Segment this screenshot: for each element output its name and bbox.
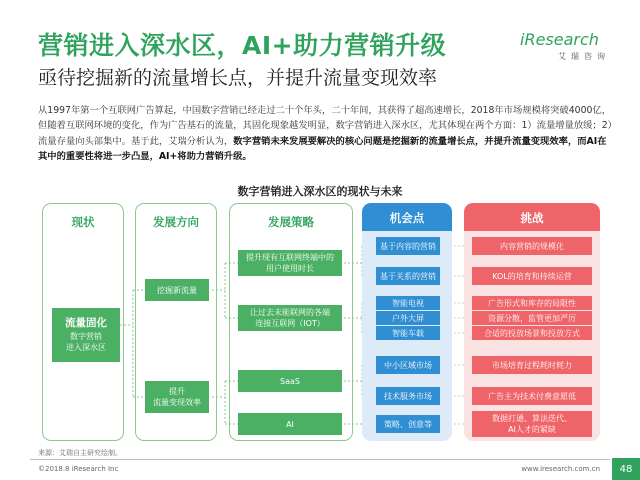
direction-item-efficiency: 提升 流量变现效率 — [145, 381, 209, 413]
status-box-sub: 数字营销 进入深水区 — [66, 331, 106, 352]
challenge-header: 挑战 — [520, 211, 544, 225]
website-url: www.iresearch.com.cn — [521, 465, 600, 473]
page-subtitle: 亟待挖掘新的流量增长点，并提升流量变现效率 — [38, 67, 438, 89]
opportunity-item-content: 基于内容的营销 — [376, 237, 440, 255]
opportunity-item-regional-market: 中小区域市场 — [376, 356, 440, 374]
challenge-item-willingness: 广告主为技术付费意愿低 — [472, 387, 592, 405]
strategy-item-ai: AI — [238, 413, 342, 435]
strategy-header: 发展策略 — [268, 215, 314, 229]
strategy-item-saas: SaaS — [238, 370, 342, 392]
opportunity-item-smart-tv: 智能电视 — [376, 296, 440, 310]
opportunity-item-outdoor-screen: 户外大屏 — [376, 311, 440, 325]
direction-item-new-traffic: 挖掘新流量 — [145, 279, 209, 301]
direction-header: 发展方向 — [153, 215, 199, 229]
opportunity-item-strategy-creative: 策略、创意等 — [376, 415, 440, 433]
status-header: 现状 — [71, 215, 95, 229]
page-number: 48 — [612, 458, 640, 480]
challenge-item-market-cultivation: 市场培育过程耗时耗力 — [472, 356, 592, 374]
challenge-item-ad-limits: 广告形式和库存的局限性 — [472, 296, 592, 310]
paragraph-bold-text: 数字营销未来发展要解决的核心问题是挖掘新的流量增长点，并提升流量变现效率 — [233, 135, 568, 147]
footer-divider — [30, 459, 610, 460]
copyright: ©2018.8 iResearch Inc — [38, 465, 119, 473]
opportunity-header: 机会点 — [389, 211, 425, 225]
paragraph-text-1: 从1997年第一个互联网广告算起，中国数字营销已经走过二十个年头，二十年间，其获得了超高速增长，2018年市场规模将突破4000亿，但随着互联网环境的变化，作为广告基石的流量，其固化现象越发明显，数字营销进入深水区，尤其体现在两个方面：1）流量增量放缓；2）流量存量向头部集中。基于此，艾瑞分析认为， — [38, 105, 613, 147]
challenge-item-content-scale: 内容营销的规模化 — [472, 237, 592, 255]
challenge-item-kol: KOL的培育和持续运营 — [472, 267, 592, 285]
strategy-item-usage-time: 提升现有互联网终端中的 用户使用时长 — [238, 250, 342, 276]
paragraph-text-2: ，而AI在其中的重要性将进一步凸显，AI+将助力营销升级。 — [38, 135, 607, 162]
status-box — [52, 308, 120, 362]
opportunity-item-relationship: 基于关系的营销 — [376, 267, 440, 285]
opportunity-item-tech-service: 技术服务市场 — [376, 387, 440, 405]
diagram-title: 数字营销进入深水区的现状与未来 — [237, 185, 403, 198]
challenge-item-regulation: 资源分散，监管更加严厉 — [472, 311, 592, 325]
status-box-label: 流量固化 — [65, 316, 107, 329]
page-title: 营销进入深水区，AI+助力营销升级 — [38, 31, 447, 60]
opportunity-item-smart-car: 智能车载 — [376, 326, 440, 340]
challenge-item-data-talent: 数据打通、算法迭代、 AI人才的紧缺 — [472, 411, 592, 437]
challenge-item-placement: 合适的投放场景和投放方式 — [472, 326, 592, 340]
source-note: 来源：艾瑞自主研究绘制。 — [38, 449, 122, 457]
logo-wordmark: iResearch — [520, 30, 599, 49]
logo-chinese: 艾瑞咨询 — [558, 52, 610, 61]
strategy-item-iot: 让过去未能联网的各端 连接互联网（IOT） — [238, 305, 342, 331]
